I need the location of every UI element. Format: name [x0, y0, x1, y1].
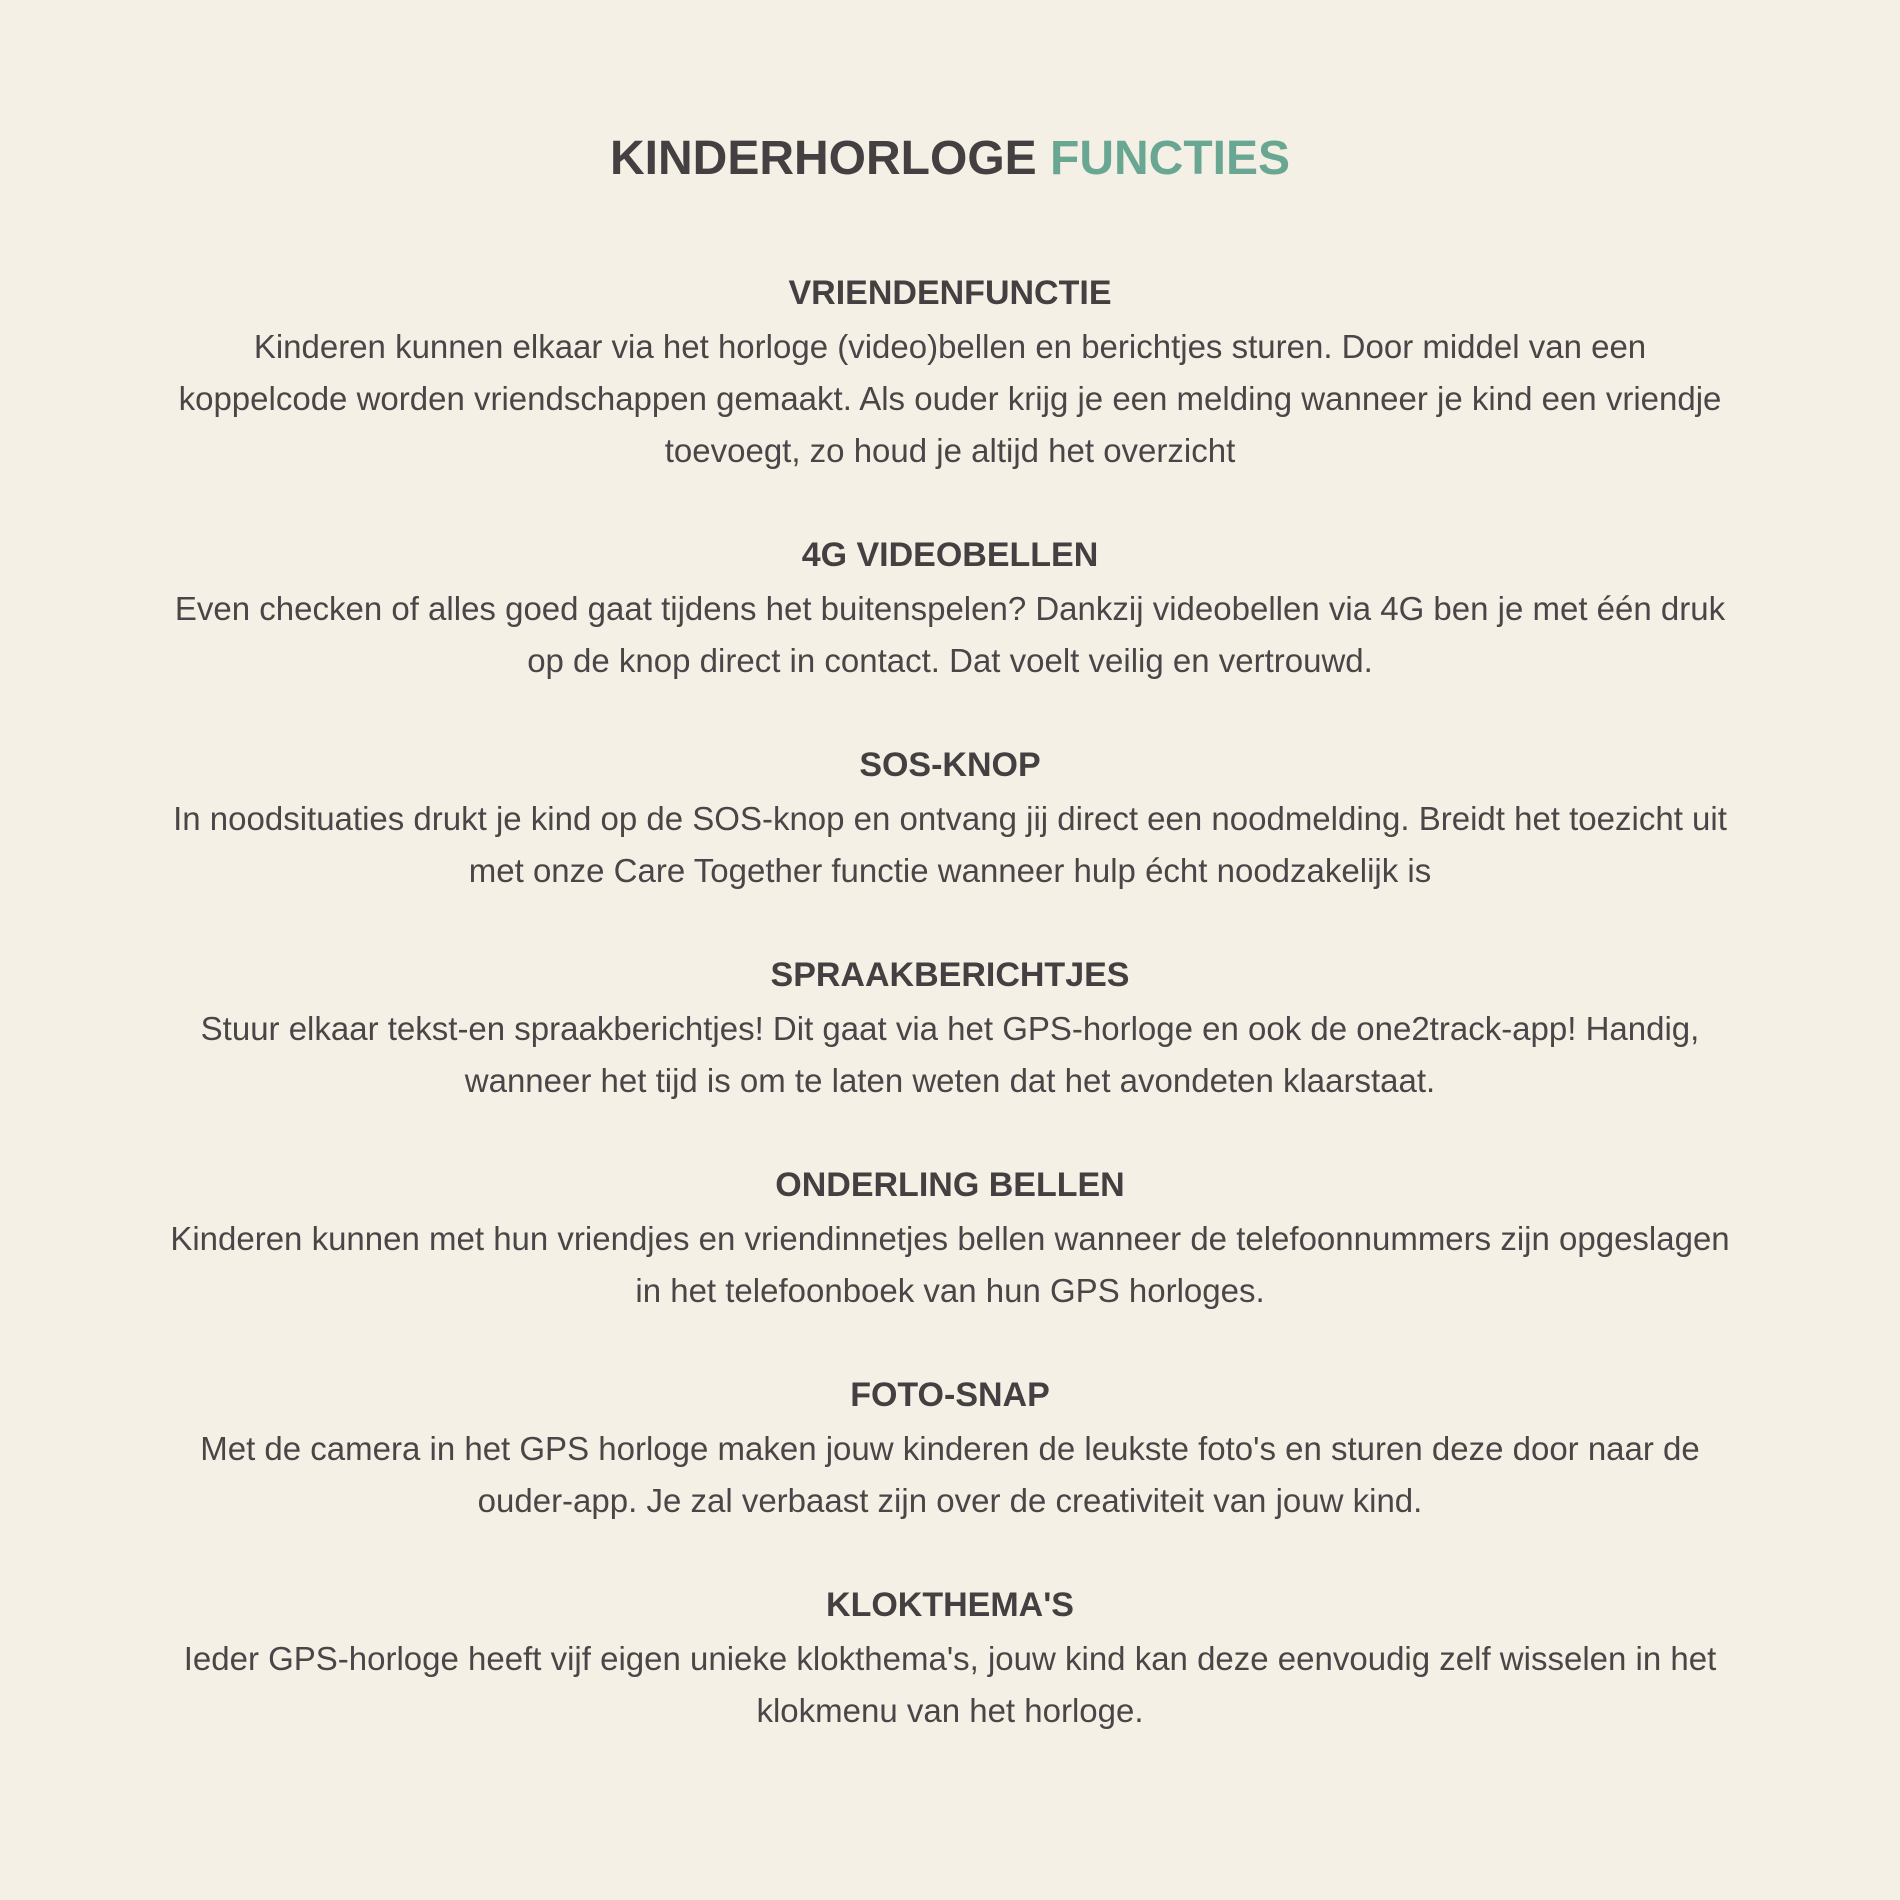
feature-vriendenfunctie	[170, 270, 1730, 477]
feature-foto-snap	[170, 1372, 1730, 1527]
feature-description: Kinderen kunnen met hun vriendjes en vriendinnetjes bellen wanneer de telefoonnummers zijn opgeslagen in het telefoonboek van hun GPS horloges.	[170, 1220, 1730, 1309]
feature-description: Even checken of alles goed gaat tijdens het buitenspelen? Dankzij videobellen via 4G ben je met één druk op de knop direct in contact. Dat voelt veilig en vertrouwd.	[174, 590, 1726, 679]
feature-title: SOS-KNOP	[859, 746, 1041, 784]
feature-title: KLOKTHEMA'S	[826, 1586, 1074, 1624]
feature-4g-videobellen	[170, 532, 1730, 687]
feature-description: Stuur elkaar tekst-en spraakberichtjes! Dit gaat via het GPS-horloge en ook de one2track-app! Handig, wanneer het tijd is om te laten weten dat het avondeten klaarstaat.	[200, 1010, 1700, 1099]
page-title-accent: FUNCTIES	[1050, 132, 1291, 185]
feature-title: FOTO-SNAP	[850, 1376, 1050, 1414]
feature-title: ONDERLING BELLEN	[775, 1166, 1125, 1204]
feature-sos-knop	[170, 742, 1730, 897]
page-title	[0, 128, 1900, 190]
feature-description: Kinderen kunnen elkaar via het horloge (video)bellen en berichtjes sturen. Door middel van een koppelcode worden vriendschappen gemaakt. Als ouder krijg je een melding wanneer je kind een vriendje toevoegt, zo houd je altijd het overzicht	[178, 328, 1722, 469]
page-title-main: KINDERHORLOGE	[609, 132, 1037, 185]
feature-title: 4G VIDEOBELLEN	[801, 536, 1099, 574]
feature-spraakberichtjes	[170, 952, 1730, 1107]
feature-description: Met de camera in het GPS horloge maken jouw kinderen de leukste foto's en sturen deze door naar de ouder-app. Je zal verbaast zijn over de creativiteit van jouw kind.	[200, 1430, 1700, 1519]
feature-list	[170, 270, 1730, 1792]
feature-onderling-bellen	[170, 1162, 1730, 1317]
feature-title: VRIENDENFUNCTIE	[788, 274, 1112, 312]
feature-description: In noodsituaties drukt je kind op de SOS-knop en ontvang jij direct een noodmelding. Breidt het toezicht uit met onze Care Together functie wanneer hulp écht noodzakelijk is	[173, 800, 1727, 889]
feature-klokthemas	[170, 1582, 1730, 1737]
feature-description: Ieder GPS-horloge heeft vijf eigen unieke klokthema's, jouw kind kan deze eenvoudig zelf wisselen in het klokmenu van het horloge.	[183, 1640, 1717, 1729]
feature-title: SPRAAKBERICHTJES	[770, 956, 1130, 994]
